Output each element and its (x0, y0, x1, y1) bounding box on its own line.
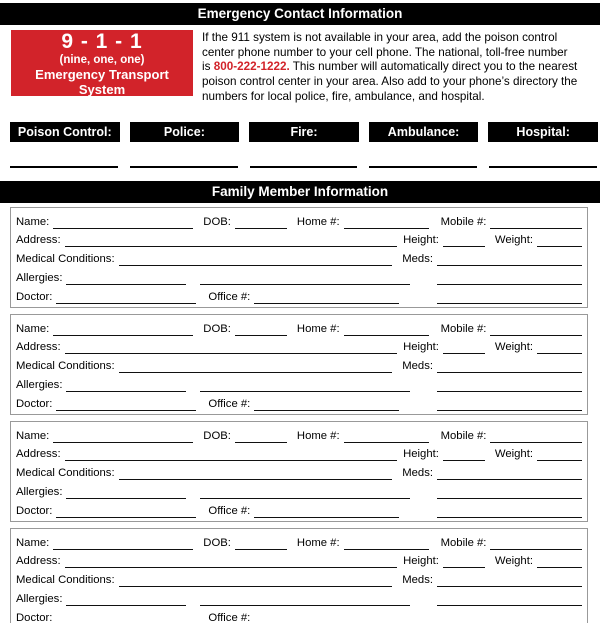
member-row-name (16, 319, 582, 336)
weight-line[interactable] (537, 342, 582, 354)
office-phone-label: Office #: (208, 397, 251, 410)
medical-conditions-line[interactable] (119, 254, 393, 266)
intro-line-4: poison control center in your area. Also add to your phone’s directory the (202, 75, 578, 89)
fire-number-line[interactable] (250, 166, 358, 168)
address-line[interactable] (65, 342, 398, 354)
allergies-line[interactable] (66, 594, 186, 606)
family-member-card (10, 314, 588, 415)
address-line[interactable] (65, 556, 398, 568)
meds-label: Meds: (402, 253, 433, 266)
mobile-phone-line[interactable] (490, 324, 582, 336)
medical-conditions-label: Medical Conditions: (16, 467, 115, 480)
meds-line-3[interactable] (437, 292, 582, 304)
911-number-words: (nine, one, one) (59, 53, 145, 66)
member-row-address (16, 230, 582, 247)
doctor-label: Doctor: (16, 611, 53, 623)
address-label: Address: (16, 234, 61, 247)
doctor-line[interactable] (56, 506, 196, 518)
office-phone-label: Office #: (208, 504, 251, 517)
family-member-card (10, 421, 588, 522)
meds-line[interactable] (437, 575, 582, 587)
mobile-phone-label: Mobile #: (440, 536, 487, 549)
name-line[interactable] (53, 324, 193, 336)
ambulance-label: Ambulance: (369, 122, 479, 142)
home-phone-label: Home #: (296, 322, 340, 335)
poison-control-phone-number: 800-222-1222. (213, 60, 290, 74)
intro-line-3-pre: is (202, 60, 214, 74)
height-label: Height: (403, 234, 439, 247)
member-row-doctor (16, 501, 582, 518)
police-label: Police: (130, 122, 240, 142)
meds-line-2[interactable] (437, 594, 582, 606)
name-line[interactable] (53, 217, 193, 229)
doctor-label: Doctor: (16, 290, 53, 303)
name-label: Name: (16, 429, 50, 442)
member-row-medical (16, 463, 582, 480)
member-row-address (16, 444, 582, 461)
allergies-line[interactable] (66, 487, 186, 499)
dob-label: DOB: (203, 322, 231, 335)
hospital-number-line[interactable] (489, 166, 597, 168)
meds-line[interactable] (437, 361, 582, 373)
member-row-allergies (16, 589, 582, 606)
meds-label: Meds: (402, 574, 433, 587)
member-row-medical (16, 249, 582, 266)
family-member-card (10, 207, 588, 308)
height-label: Height: (403, 448, 439, 461)
weight-label: Weight: (494, 448, 533, 461)
allergies-line-2[interactable] (200, 380, 410, 392)
office-phone-line[interactable] (254, 506, 399, 518)
intro-paragraph (202, 30, 588, 105)
address-line[interactable] (65, 235, 398, 247)
member-row-doctor (16, 608, 582, 623)
meds-label: Meds: (402, 467, 433, 480)
home-phone-line[interactable] (344, 431, 429, 443)
doctor-line[interactable] (56, 613, 196, 623)
allergies-line-2[interactable] (200, 273, 410, 285)
weight-label: Weight: (494, 341, 533, 354)
name-line[interactable] (53, 431, 193, 443)
meds-line[interactable] (437, 254, 582, 266)
doctor-label: Doctor: (16, 504, 53, 517)
fire-label: Fire: (249, 122, 359, 142)
weight-label: Weight: (494, 555, 533, 568)
police-number-line[interactable] (130, 166, 238, 168)
member-row-allergies (16, 268, 582, 285)
height-line[interactable] (443, 556, 485, 568)
intro-line-5: numbers for local police, fire, ambulance, and hospital. (202, 89, 485, 103)
office-phone-label: Office #: (208, 611, 251, 623)
meds-line[interactable] (437, 468, 582, 480)
height-label: Height: (403, 555, 439, 568)
medical-conditions-line[interactable] (119, 575, 393, 587)
home-phone-line[interactable] (344, 324, 429, 336)
medical-conditions-label: Medical Conditions: (16, 574, 115, 587)
mobile-phone-label: Mobile #: (440, 322, 487, 335)
home-phone-line[interactable] (344, 217, 429, 229)
member-row-doctor (16, 394, 582, 411)
doctor-line[interactable] (56, 399, 196, 411)
address-line[interactable] (65, 449, 398, 461)
member-row-medical (16, 570, 582, 587)
office-phone-line[interactable] (254, 613, 399, 623)
meds-line-3[interactable] (437, 399, 582, 411)
weight-line[interactable] (537, 235, 582, 247)
allergies-line[interactable] (66, 273, 186, 285)
dob-label: DOB: (203, 536, 231, 549)
dob-line[interactable] (235, 217, 287, 229)
meds-line-2[interactable] (437, 487, 582, 499)
meds-label: Meds: (402, 360, 433, 373)
meds-line-2[interactable] (437, 273, 582, 285)
mobile-phone-label: Mobile #: (440, 429, 487, 442)
family-members (10, 207, 588, 623)
meds-line-3[interactable] (437, 613, 582, 623)
medical-conditions-label: Medical Conditions: (16, 360, 115, 373)
ambulance-number-line[interactable] (369, 166, 477, 168)
address-label: Address: (16, 341, 61, 354)
height-line[interactable] (443, 235, 485, 247)
name-line[interactable] (53, 538, 193, 550)
911-number: 9 - 1 - 1 (61, 29, 143, 53)
allergies-label: Allergies: (16, 271, 63, 284)
home-phone-label: Home #: (296, 536, 340, 549)
allergies-label: Allergies: (16, 378, 63, 391)
dob-line[interactable] (235, 431, 287, 443)
poison-control-number-line[interactable] (10, 166, 118, 168)
emergency-contact-lines-row (10, 166, 597, 168)
member-row-allergies (16, 482, 582, 499)
member-row-allergies (16, 375, 582, 392)
office-phone-line[interactable] (254, 292, 399, 304)
office-phone-line[interactable] (254, 399, 399, 411)
allergies-label: Allergies: (16, 485, 63, 498)
allergies-line-2[interactable] (200, 594, 410, 606)
member-row-name (16, 533, 582, 550)
dob-line[interactable] (235, 324, 287, 336)
weight-label: Weight: (494, 234, 533, 247)
911-caption: Emergency Transport System (35, 66, 169, 97)
home-phone-label: Home #: (296, 429, 340, 442)
mobile-phone-line[interactable] (490, 431, 582, 443)
member-row-medical (16, 356, 582, 373)
intro-line-2: center phone number to your cell phone. The national, toll-free number (202, 45, 568, 59)
doctor-line[interactable] (56, 292, 196, 304)
height-line[interactable] (443, 449, 485, 461)
doctor-label: Doctor: (16, 397, 53, 410)
family-member-card (10, 528, 588, 623)
member-row-address (16, 337, 582, 354)
page-title: Emergency Contact Information (0, 3, 600, 25)
name-label: Name: (16, 536, 50, 549)
dob-line[interactable] (235, 538, 287, 550)
member-row-doctor (16, 287, 582, 304)
address-label: Address: (16, 555, 61, 568)
dob-label: DOB: (203, 429, 231, 442)
allergies-line-2[interactable] (200, 487, 410, 499)
allergies-line[interactable] (66, 380, 186, 392)
intro-line-3 (202, 60, 588, 75)
height-line[interactable] (443, 342, 485, 354)
meds-line-3[interactable] (437, 506, 582, 518)
medical-conditions-line[interactable] (119, 361, 393, 373)
member-row-address (16, 551, 582, 568)
home-phone-line[interactable] (344, 538, 429, 550)
intro-line-1: If the 911 system is not available in your area, add the poison control (202, 31, 558, 44)
height-label: Height: (403, 341, 439, 354)
member-row-name (16, 426, 582, 443)
mobile-phone-label: Mobile #: (440, 215, 487, 228)
weight-line[interactable] (537, 556, 582, 568)
emergency-contact-labels-row (10, 122, 598, 142)
poison-control-label: Poison Control: (10, 122, 120, 142)
medical-conditions-label: Medical Conditions: (16, 253, 115, 266)
911-emergency-box (11, 30, 193, 96)
meds-line-2[interactable] (437, 380, 582, 392)
weight-line[interactable] (537, 449, 582, 461)
hospital-label: Hospital: (488, 122, 598, 142)
dob-label: DOB: (203, 215, 231, 228)
intro-line-3-post: This number will automatically direct you to the nearest (289, 60, 578, 74)
family-section-title: Family Member Information (0, 181, 600, 203)
intro-section (11, 30, 588, 105)
name-label: Name: (16, 215, 50, 228)
home-phone-label: Home #: (296, 215, 340, 228)
member-row-name (16, 212, 582, 229)
address-label: Address: (16, 448, 61, 461)
allergies-label: Allergies: (16, 592, 63, 605)
office-phone-label: Office #: (208, 290, 251, 303)
mobile-phone-line[interactable] (490, 217, 582, 229)
medical-conditions-line[interactable] (119, 468, 393, 480)
name-label: Name: (16, 322, 50, 335)
mobile-phone-line[interactable] (490, 538, 582, 550)
